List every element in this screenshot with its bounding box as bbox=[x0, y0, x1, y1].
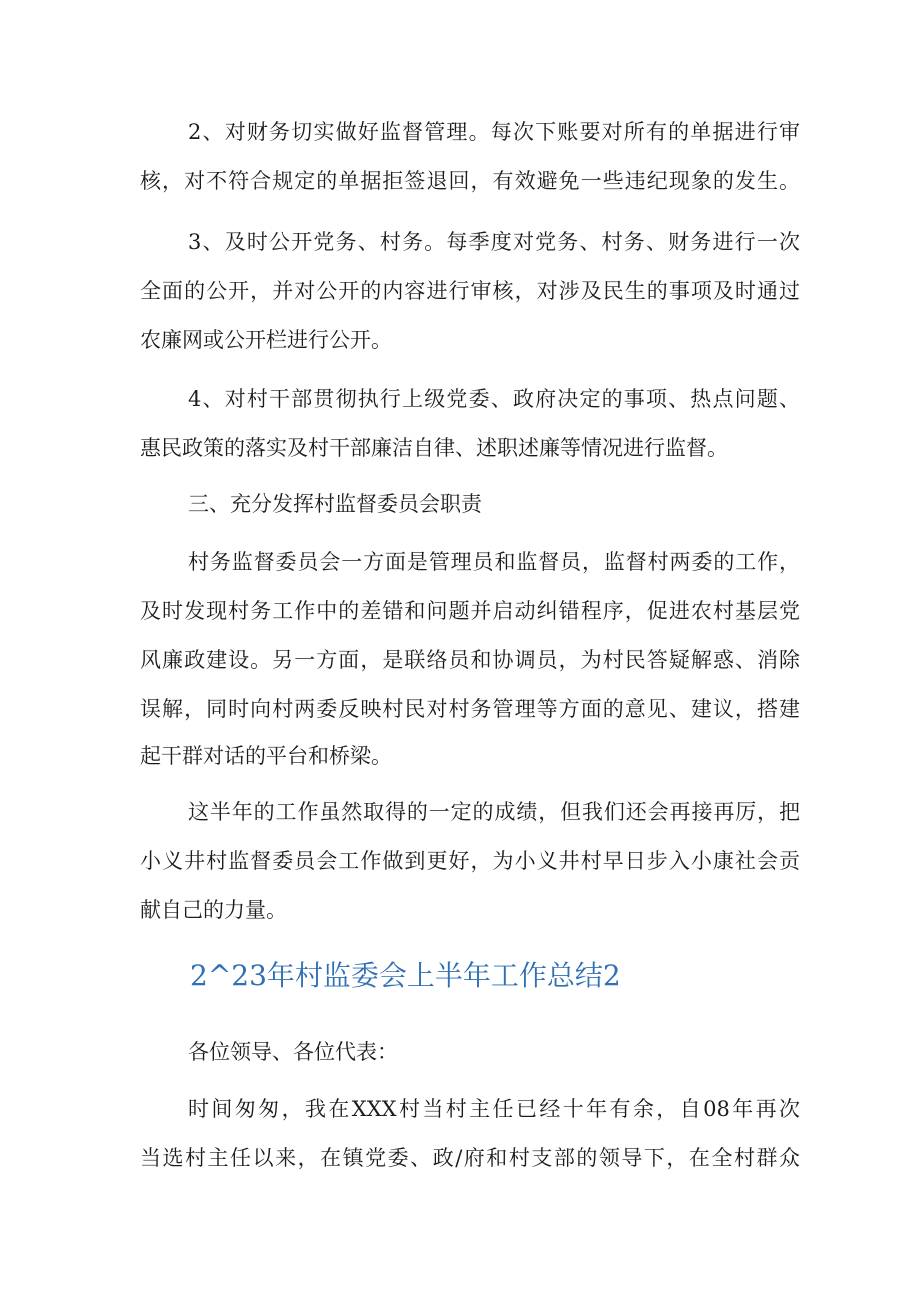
paragraph-line: 3、及时公开党务、村务。每季度对党务、村务、财务进行一次 bbox=[188, 230, 800, 254]
section-heading: 三、充分发挥村监督委员会职责 bbox=[188, 492, 482, 516]
paragraph-line: 村务监督委员会一方面是管理员和监督员，监督村两委的工作， bbox=[188, 550, 800, 574]
paragraph-line: 时间匆匆，我在XXX村当村主任已经十年有余，自08年再次 bbox=[188, 1097, 800, 1121]
paragraph-line: 2、对财务切实做好监督管理。每次下账要对所有的单据进行审 bbox=[188, 120, 800, 144]
paragraph-line: 起干群对话的平台和桥梁。 bbox=[140, 744, 392, 768]
paragraph-line: 这半年的工作虽然取得的一定的成绩，但我们还会再接再厉，把 bbox=[188, 800, 800, 824]
paragraph-line: 4、对村干部贯彻执行上级党委、政府决定的事项、热点问题、 bbox=[188, 387, 800, 411]
paragraph-line: 误解，同时向村两委反映村民对村务管理等方面的意见、建议，搭建 bbox=[140, 697, 800, 721]
paragraph-line: 惠民政策的落实及村干部廉洁自律、述职述廉等情况进行监督。 bbox=[140, 436, 728, 460]
article-title: 2^23年村监委会上半年工作总结2 bbox=[190, 959, 621, 992]
paragraph-line: 及时发现村务工作中的差错和问题并启动纠错程序，促进农村基层党 bbox=[140, 599, 800, 623]
paragraph-line: 核，对不符合规定的单据拒签退回，有效避免一些违纪现象的发生。 bbox=[140, 169, 800, 193]
paragraph-line: 农廉网或公开栏进行公开。 bbox=[140, 328, 392, 352]
paragraph-line: 小义井村监督委员会工作做到更好，为小义井村早日步入小康社会贡 bbox=[140, 849, 800, 873]
salutation-line: 各位领导、各位代表： bbox=[188, 1040, 398, 1064]
paragraph-line: 献自己的力量。 bbox=[140, 898, 287, 922]
paragraph-line: 风廉政建设。另一方面，是联络员和协调员，为村民答疑解惑、消除 bbox=[140, 648, 800, 672]
paragraph-line: 当选村主任以来，在镇党委、政/府和村支部的领导下，在全村群众 bbox=[140, 1146, 800, 1170]
paragraph-line: 全面的公开，并对公开的内容进行审核，对涉及民生的事项及时通过 bbox=[140, 279, 800, 303]
